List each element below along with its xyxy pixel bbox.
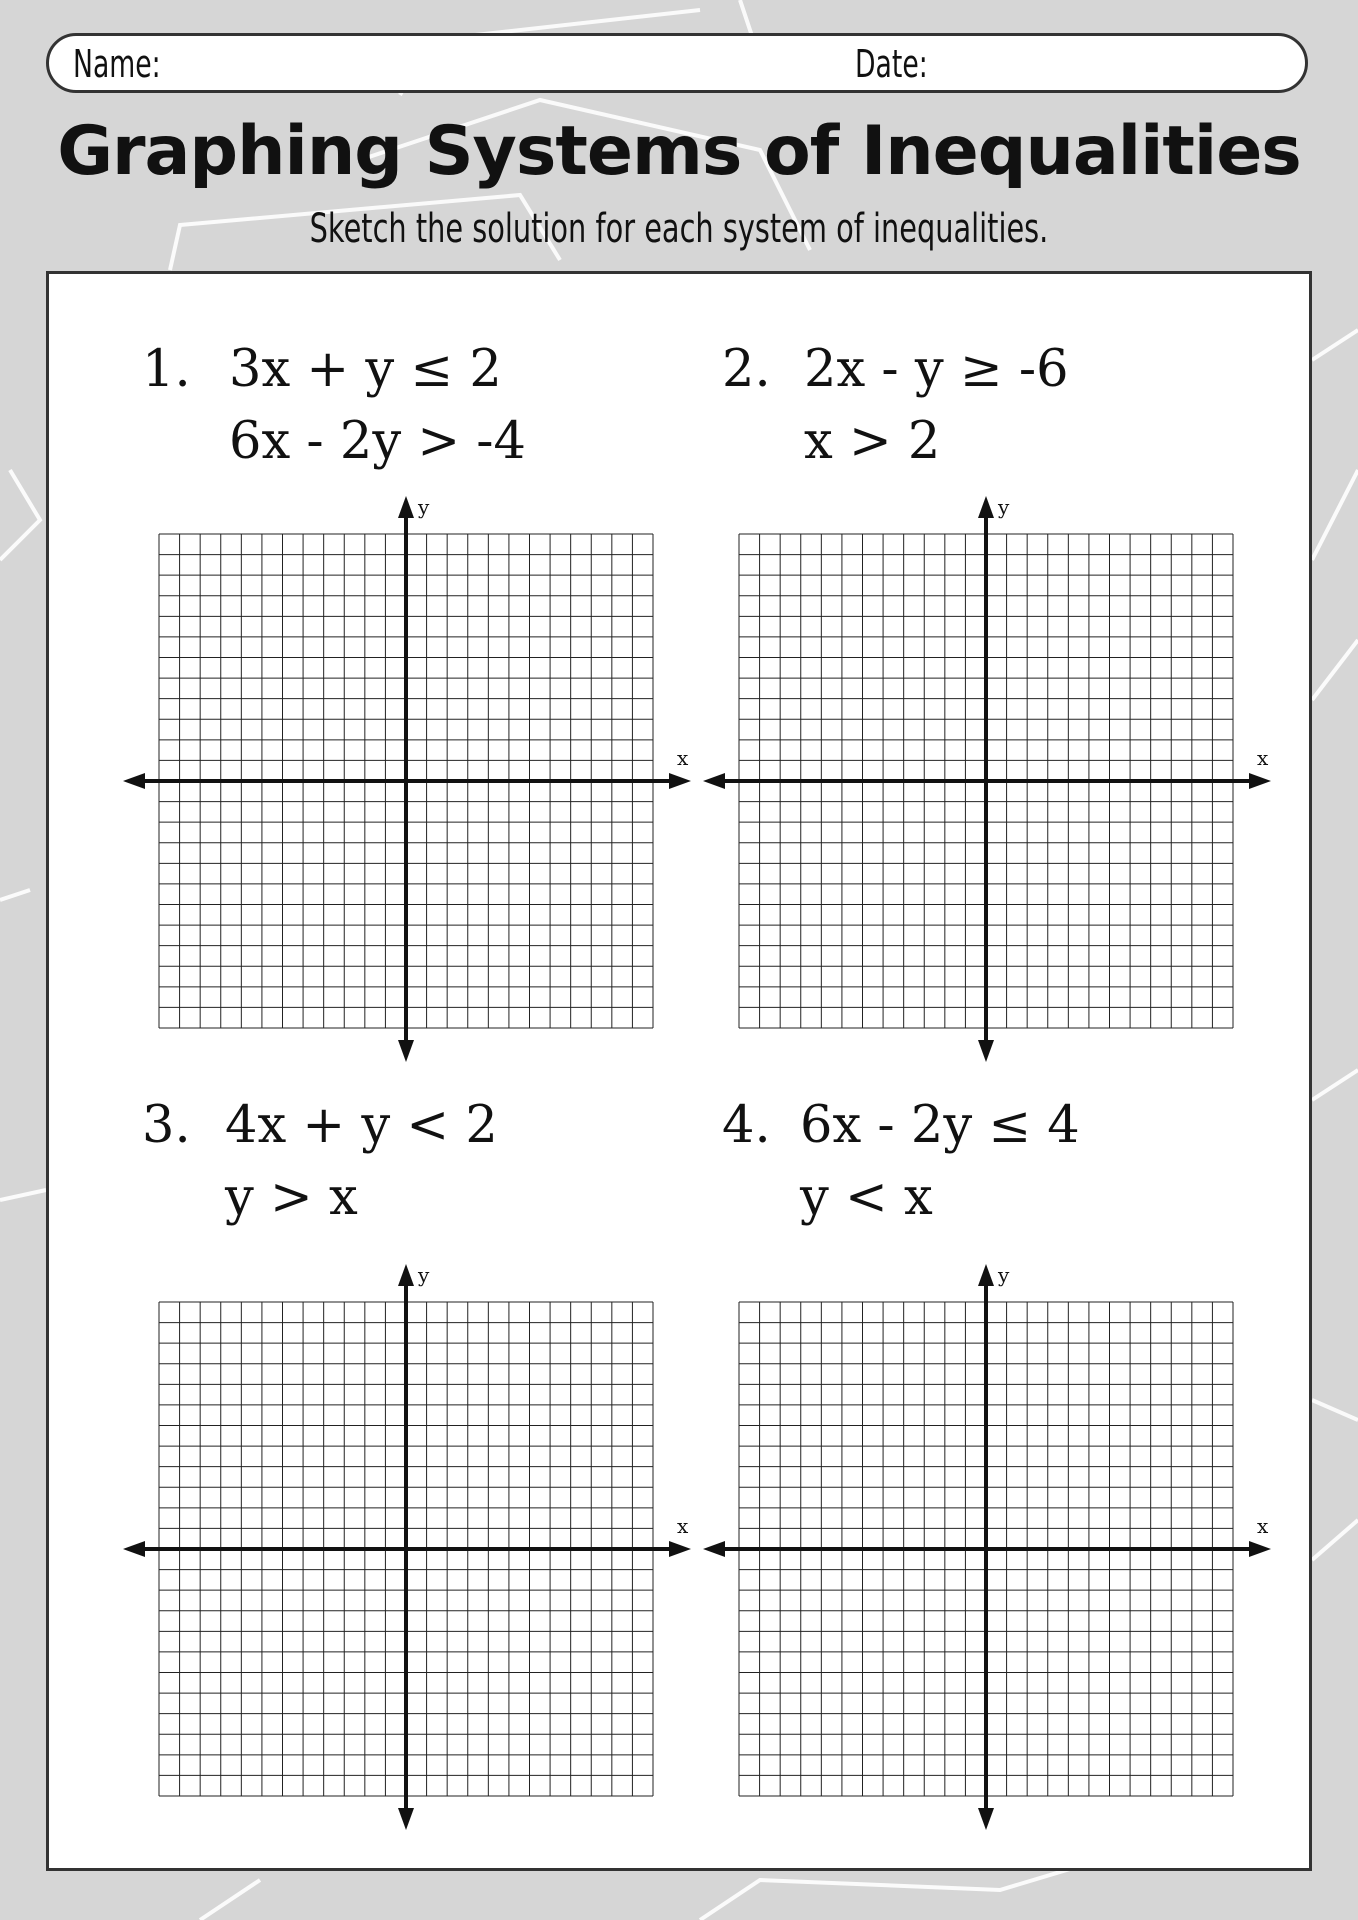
x-axis-left-arrow: [703, 773, 725, 789]
y-axis-top-arrow: [398, 496, 414, 518]
problem-1-number: 1.: [142, 340, 191, 399]
name-field-label[interactable]: Name:: [73, 42, 161, 86]
y-axis-top-arrow: [398, 1264, 414, 1286]
y-axis-bottom-arrow: [978, 1808, 994, 1830]
x-axis-label: x: [1257, 746, 1269, 770]
problem-3-inequality-2: y > x: [225, 1168, 358, 1227]
problem-2-inequality-1: 2x - y ≥ -6: [804, 340, 1069, 399]
problem-1-inequality-2: 6x - 2y > -4: [229, 412, 526, 471]
worksheet-panel: [46, 271, 1312, 1871]
x-axis-right-arrow: [1249, 1541, 1271, 1557]
x-axis-label: x: [1257, 1514, 1269, 1538]
x-axis-right-arrow: [1249, 773, 1271, 789]
problem-2-graph[interactable]: [689, 484, 1289, 1074]
x-axis-right-arrow: [669, 773, 691, 789]
x-axis-left-arrow: [123, 773, 145, 789]
y-axis-label: y: [418, 495, 430, 519]
y-axis-label: y: [418, 1263, 430, 1287]
problem-2-inequality-2: x > 2: [804, 412, 941, 471]
problem-3-graph[interactable]: [109, 1252, 709, 1842]
problem-3-number: 3.: [142, 1096, 191, 1155]
worksheet-title: Graphing Systems of Inequalities: [57, 112, 1301, 191]
y-axis-bottom-arrow: [398, 1040, 414, 1062]
x-axis-left-arrow: [123, 1541, 145, 1557]
problem-1-inequality-1: 3x + y ≤ 2: [229, 340, 502, 399]
x-axis-left-arrow: [703, 1541, 725, 1557]
y-axis-label: y: [998, 1263, 1010, 1287]
y-axis-top-arrow: [978, 1264, 994, 1286]
problem-1-graph[interactable]: [109, 484, 709, 1074]
y-axis-label: y: [998, 495, 1010, 519]
name-date-bar: [46, 33, 1308, 93]
x-axis-right-arrow: [669, 1541, 691, 1557]
date-field-label[interactable]: Date:: [855, 42, 928, 86]
y-axis-top-arrow: [978, 496, 994, 518]
problem-4-inequality-2: y < x: [800, 1168, 933, 1227]
x-axis-label: x: [677, 1514, 689, 1538]
problem-4-number: 4.: [722, 1096, 771, 1155]
problem-4-inequality-1: 6x - 2y ≤ 4: [800, 1096, 1080, 1155]
problem-2-number: 2.: [722, 340, 771, 399]
problem-3-inequality-1: 4x + y < 2: [225, 1096, 498, 1155]
x-axis-label: x: [677, 746, 689, 770]
problem-4-graph[interactable]: [689, 1252, 1289, 1842]
worksheet-instructions: Sketch the solution for each system of inequalities.: [309, 206, 1049, 252]
y-axis-bottom-arrow: [978, 1040, 994, 1062]
y-axis-bottom-arrow: [398, 1808, 414, 1830]
